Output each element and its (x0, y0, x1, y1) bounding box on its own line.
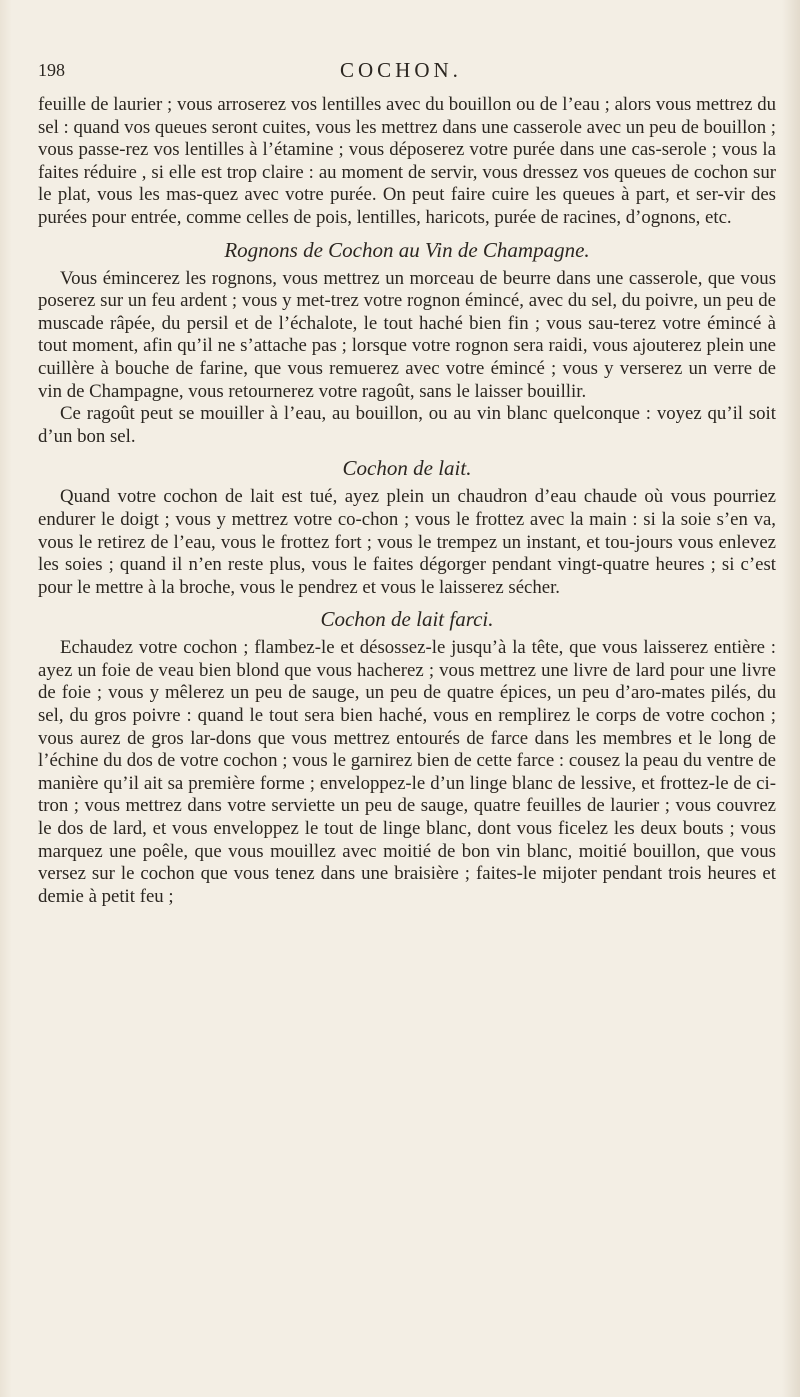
running-title: COCHON. (340, 58, 462, 82)
heading-cochon-de-lait-farci: Cochon de lait farci. (320, 607, 494, 632)
paragraph-lentil-puree: feuille de laurier ; vous arroserez vos lentilles avec du bouillon ou de l’eau ; alors vous mettrez du sel : quand vos queues seront cuites, vous les mettrez dans une casserole avec un peu de bouillon ; vous passe-rez vos lentilles à l’étamine ; vous déposerez votre purée dans une cas-serole ; vous la faites réduire , si elle est trop claire : au moment de servir, vous dressez vos queues de cochon sur le plat, vous les mas-quez avec votre purée. On peut faire cuire les queues à part, et ser-vir des purées pour entrée, comme celles de pois, lentilles, haricots, purée de racines, d’ognons, etc. (38, 94, 777, 228)
page-edge-shadow-right (782, 0, 800, 1397)
book-page (38, 60, 776, 1380)
paragraph-cochon-de-lait: Quand votre cochon de lait est tué, ayez plein un chaudron d’eau chaude où vous pourriez endurer le doigt ; vous y mettrez votre co-chon ; vous le frottez avec la main : si la soie s’en va, vous le retirez de l’eau, vous le frottez fort ; vous le trempez un instant, et tou-jours vous enlevez les soies ; quand il n’en reste plus, vous le faites dégorger pendant vingt-quatre heures ; si c’est pour le mettre à la broche, vous le pendrez et vous le laisserez sécher. (38, 486, 776, 598)
page-number: 198 (38, 60, 65, 80)
page-edge-shadow-left (0, 0, 12, 1397)
heading-cochon-de-lait: Cochon de lait. (342, 456, 472, 481)
heading-rognons-champagne: Rognons de Cochon au Vin de Champagne. (224, 237, 590, 262)
running-head (38, 60, 776, 94)
paragraph-rognons-variation: Ce ragoût peut se mouiller à l’eau, au bouillon, ou au vin blanc quelconque : voyez qu’il soit d’un bon sel. (38, 403, 776, 447)
paragraph-rognons-method: Vous émincerez les rognons, vous mettrez un morceau de beurre dans une casserole, que vous poserez sur un feu ardent ; vous y met-trez votre rognon émincé, avec du sel, du poivre, un peu de muscade râpée, du persil et de l’échalote, le tout haché bien fin ; vous sau-terez votre émincé à tout moment, afin qu’il ne s’attache pas ; lorsque votre rognon sera raidi, vous ajouterez plein une cuillère à bouche de farine, que vous remuerez avec votre émincé ; vous y verserez un verre de vin de Champagne, vous retournerez votre ragoût, sans le laisser bouillir. (38, 267, 776, 402)
paragraph-cochon-de-lait-farci: Echaudez votre cochon ; flambez-le et désossez-le jusqu’à la tête, que vous laisserez entière : ayez un foie de veau bien blond que vous hacherez ; vous mettrez une livre de lard pour une livre de foie ; vous y mêlerez un peu de sauge, un peu de quatre épices, un peu d’aro-mates pilés, du sel, du gros poivre : quand le tout sera bien haché, vous en remplirez le corps de votre cochon ; vous aurez de gros lar-dons que vous mettrez entourés de farce dans les membres et le long de l’échine du dos de votre cochon ; vous le garnirez bien de cette farce : cousez la peau du ventre de manière qu’il ait sa première forme ; enveloppez-le d’un linge blanc de lessive, et frottez-le de ci-tron ; vous mettrez dans votre serviette un peu de sauge, quatre feuilles de laurier ; vous couvrez le dos de lard, et vous enveloppez le tout de linge blanc, dont vous ficelez les deux bouts ; vous marquez une poêle, que vous mouillez avec moitié de bon vin blanc, moitié bouillon, que vous versez sur le cochon que vous tenez dans une braisière ; faites-le mijoter pendant trois heures et demie à petit feu ; (38, 637, 776, 907)
